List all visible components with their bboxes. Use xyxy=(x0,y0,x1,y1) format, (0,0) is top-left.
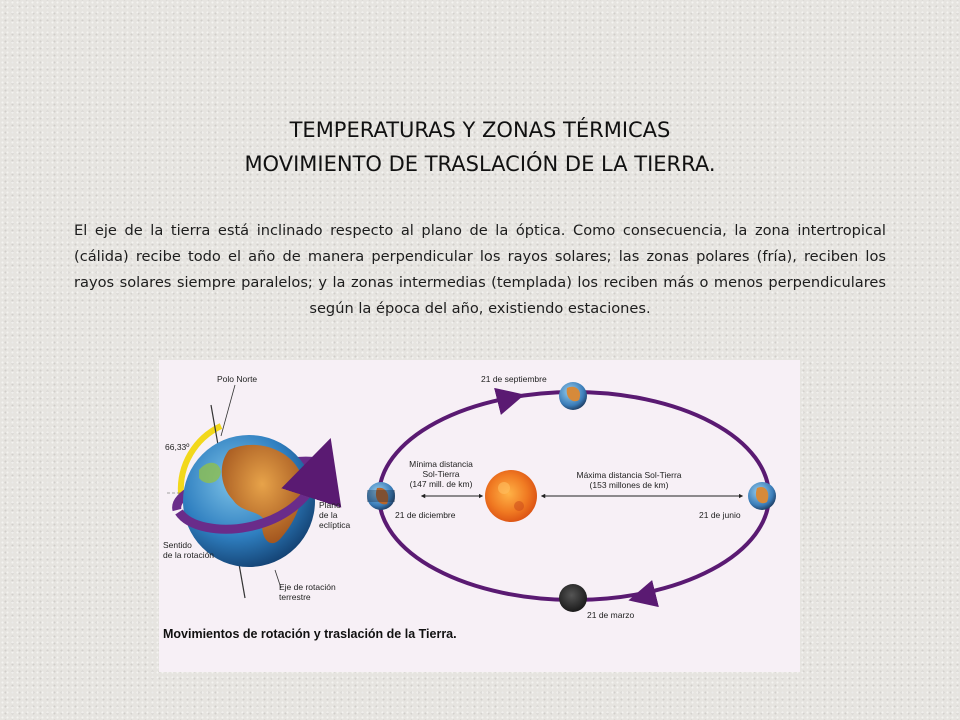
earth-rotation-diagram xyxy=(163,374,350,602)
earth-orbit-diagram xyxy=(367,374,776,620)
label-21-marzo: 21 de marzo xyxy=(587,610,635,620)
earth-december xyxy=(367,482,395,510)
label-21-junio: 21 de junio xyxy=(699,510,741,520)
label-plano-1: Plano xyxy=(319,500,341,510)
label-eje-2: terrestre xyxy=(279,592,311,602)
label-min-1: Mínima distancia xyxy=(409,459,473,469)
label-plano-2: de la xyxy=(319,510,338,520)
earth-september xyxy=(559,382,587,410)
slide-subtitle: MOVIMIENTO DE TRASLACIÓN DE LA TIERRA. xyxy=(244,152,716,176)
sun xyxy=(485,470,537,522)
label-plano-3: eclíptica xyxy=(319,520,351,530)
label-angle: 66,33º xyxy=(165,442,190,452)
label-polo-norte: Polo Norte xyxy=(217,374,258,384)
figure-caption: Movimientos de rotación y traslación de la Tierra. xyxy=(163,627,457,641)
slide-title: TEMPERATURAS Y ZONAS TÉRMICAS xyxy=(289,118,671,142)
label-21-diciembre: 21 de diciembre xyxy=(395,510,456,520)
earth-motion-figure xyxy=(159,360,800,672)
label-min-2: Sol-Tierra xyxy=(422,469,460,479)
label-sentido-2: de la rotación xyxy=(163,550,215,560)
label-sentido-1: Sentido xyxy=(163,540,192,550)
label-max-2: (153 millones de km) xyxy=(589,480,669,490)
label-max-1: Máxima distancia Sol-Tierra xyxy=(576,470,682,480)
label-21-septiembre: 21 de septiembre xyxy=(481,374,547,384)
label-eje-1: Eje de rotación xyxy=(279,582,336,592)
body-paragraph: El eje de la tierra está inclinado respecto al plano de la óptica. Como consecuencia, la zona intertropical (cálida) recibe todo el año de manera perpendicular los rayos solares; las zonas polares (fría), reciben los rayos solares siempre paralelos; y la zonas intermedias (templada) los reciben más o menos perpendiculares según la época del año, existiendo estaciones. xyxy=(74,222,886,317)
polo-norte-leader xyxy=(221,385,235,436)
label-min-3: (147 mill. de km) xyxy=(409,479,473,489)
earth-june xyxy=(748,482,776,510)
earth-march xyxy=(559,584,587,612)
